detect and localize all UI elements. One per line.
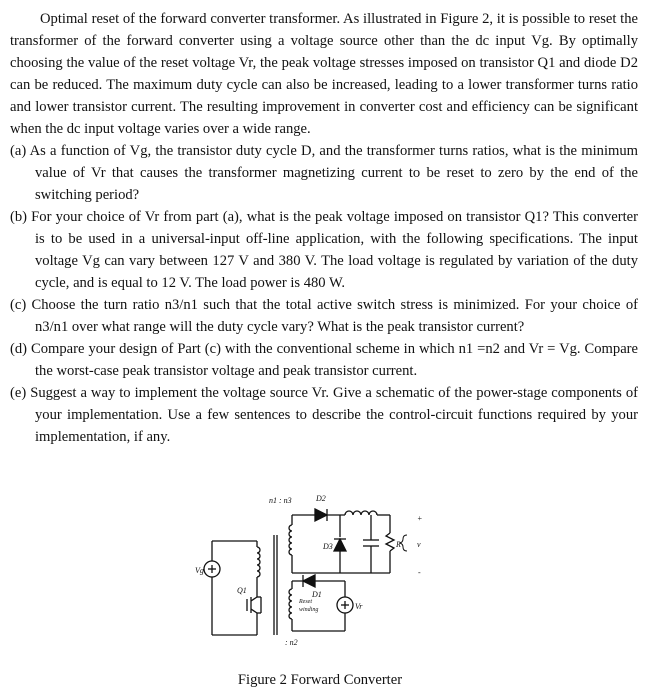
reset-label: Reset (299, 599, 312, 605)
question-text: For your choice of Vr from part (a), what is the peak voltage imposed on transistor Q1? This converter is to be used in a universal-input off-line application, with the following specifications. The input voltage Vg can vary between 127 V and 380 V. The load voltage is regulated by variation of the duty cycle, and is equal to 12 V. The load power is 480 W. (31, 209, 638, 291)
question-d (10, 338, 638, 382)
question-a (10, 140, 638, 206)
d3-label: D3 (323, 542, 333, 551)
question-label: (a) (10, 143, 27, 159)
problem-text (10, 8, 638, 448)
vr-label: Vr (355, 602, 363, 611)
question-b (10, 206, 638, 294)
forward-converter-schematic (195, 485, 435, 665)
vg-label: Vg (195, 566, 204, 575)
question-text: Suggest a way to implement the voltage source Vr. Give a schematic of the power-stage components of your implementation. Use a few sentences to describe the control-circuit functions required by your implementation, if any. (30, 385, 638, 445)
question-e (10, 382, 638, 448)
question-label: (e) (10, 385, 27, 401)
question-text: As a function of Vg, the transistor duty cycle D, and the transformer turns ratios, what is the minimum value of Vr that causes the transformer magnetizing current to be reset to zero by the end of the switching period? (29, 143, 639, 203)
minus-label: - (418, 568, 421, 577)
question-label: (b) (10, 209, 28, 225)
q1-label: Q1 (237, 586, 247, 595)
turns-ratio-top: n1 : n3 (269, 496, 292, 505)
question-text: Compare your design of Part (c) with the conventional scheme in which n1 =n2 and Vr = Vg. Compare the worst-case peak transistor voltage and peak transistor current. (31, 341, 639, 379)
d1-label: D1 (312, 590, 322, 599)
question-label: (d) (10, 341, 28, 357)
r-label: R (396, 540, 401, 549)
plus-label: + (417, 514, 423, 523)
turns-ratio-bottom: : n2 (285, 638, 298, 647)
figure-caption: Figure 2 Forward Converter (237, 672, 403, 688)
question-c (10, 294, 638, 338)
intro-paragraph: Optimal reset of the forward converter transformer. As illustrated in Figure 2, it is possible to reset the transformer of the forward converter using a voltage source other than the dc input Vg. By optimally choosing the value of the reset voltage Vr, the peak voltage stresses imposed on transistor Q1 and diode D2 can be reduced. The maximum duty cycle can also be increased, leading to a lower transformer turns ratio and lower transistor current. The resulting improvement in converter cost and efficiency can be significant when the dc input voltage varies over a wide range. (10, 11, 638, 137)
d2-label: D2 (316, 494, 326, 503)
winding-label: winding (299, 607, 319, 613)
question-text: Choose the turn ratio n3/n1 such that the total active switch stress is minimized. For your choice of n3/n1 over what range will the duty cycle vary? What is the peak transistor current? (31, 297, 638, 335)
v-label: v (417, 540, 421, 549)
question-label: (c) (10, 297, 27, 313)
